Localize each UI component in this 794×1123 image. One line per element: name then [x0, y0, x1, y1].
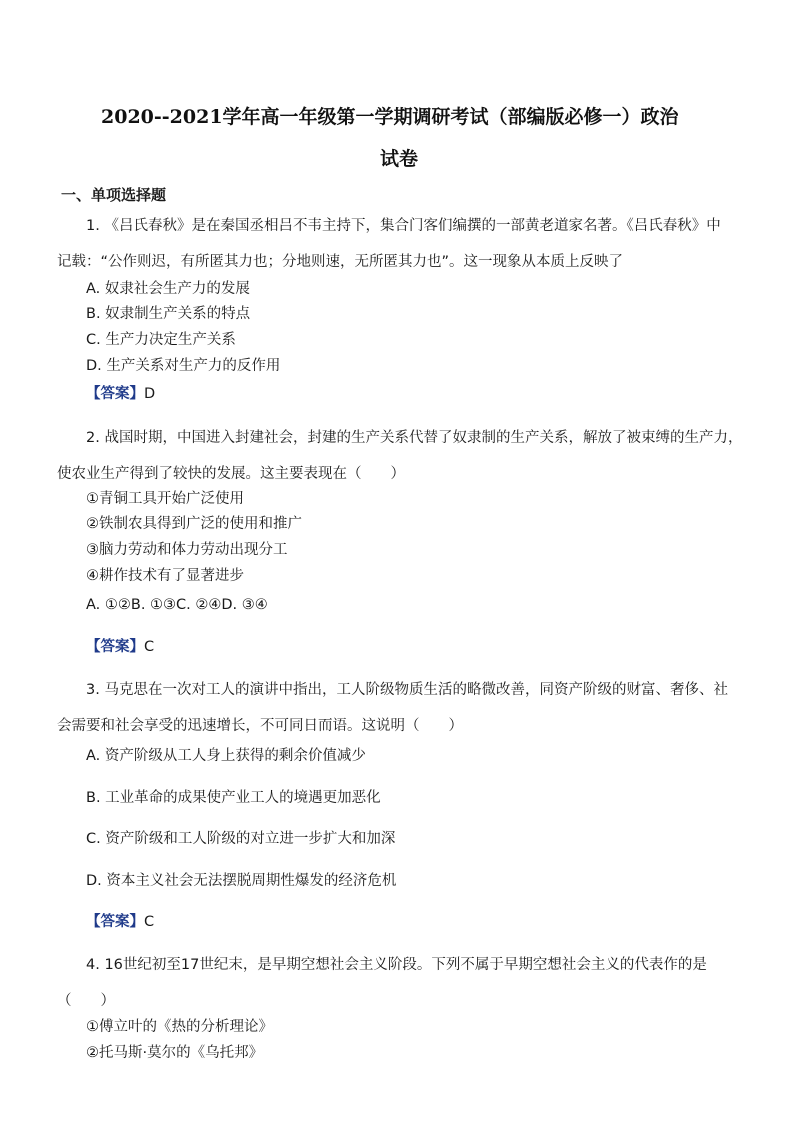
q2-item-1: ①青铜工具开始广泛使用: [86, 491, 244, 507]
q2-answer: [86, 637, 154, 657]
q3-option-c: C. 资产阶级和工人阶级的对立进一步扩大和加深: [86, 831, 396, 847]
answer-tag: 【答案】: [86, 914, 144, 930]
q1-stem-line2: 记载：“公作则迟，有所匿其力也；分地则速，无所匿其力也”。这一现象从本质上反映了: [57, 254, 624, 270]
answer-tag: 【答案】: [86, 639, 144, 655]
q2-answer-value: C: [144, 639, 155, 655]
q3-stem-line2: 会需要和社会享受的迅速增长，不可同日而语。这说明（ ）: [57, 718, 463, 734]
section-heading: 一、单项选择题: [61, 186, 167, 204]
q4-item-2: ②托马斯·莫尔的《乌托邦》: [86, 1045, 264, 1061]
q3-answer: [86, 912, 154, 932]
q1-option-b: B. 奴隶制生产关系的特点: [86, 306, 251, 322]
q3-option-d: D. 资本主义社会无法摆脱周期性爆发的经济危机: [86, 873, 397, 889]
q3-stem-line1: 3. 马克思在一次对工人的演讲中指出，工人阶级物质生活的略微改善，同资产阶级的财富、奢侈、社: [86, 682, 728, 698]
q3-answer-value: C: [144, 914, 155, 930]
q2-stem-line2: 使农业生产得到了较快的发展。这主要表现在（ ）: [57, 466, 405, 482]
q3-option-a: A. 资产阶级从工人身上获得的剩余价值减少: [86, 748, 366, 764]
q2-item-4: ④耕作技术有了显著进步: [86, 568, 244, 584]
q4-stem-line1: 4. 16世纪初至17世纪末，是早期空想社会主义阶段。下列不属于早期空想社会主义的代表作的是: [86, 957, 707, 973]
q2-item-2: ②铁制农具得到广泛的使用和推广: [86, 516, 302, 532]
answer-tag: 【答案】: [86, 386, 144, 402]
page-title-line2: 试卷: [380, 148, 419, 170]
q3-option-b: B. 工业革命的成果使产业工人的境遇更加恶化: [86, 790, 381, 806]
q1-option-c: C. 生产力决定生产关系: [86, 332, 236, 348]
q4-item-1: ①傅立叶的《热的分析理论》: [86, 1019, 273, 1035]
q2-item-3: ③脑力劳动和体力劳动出现分工: [86, 542, 288, 558]
q2-options: A. ①②B. ①③C. ②④D. ③④: [86, 597, 268, 613]
q2-stem-line1: 2. 战国时期，中国进入封建社会，封建的生产关系代替了奴隶制的生产关系，解放了被束缚的生产力，: [86, 430, 743, 446]
q1-answer: [86, 384, 155, 404]
q1-stem-line1: 1. 《吕氏春秋》是在秦国丞相吕不韦主持下，集合门客们编撰的一部黄老道家名著。《吕氏春秋》中: [86, 218, 721, 234]
page-title-line1: 2020--2021学年高一年级第一学期调研考试（部编版必修一）政治: [101, 106, 679, 128]
q1-option-d: D. 生产关系对生产力的反作用: [86, 358, 281, 374]
q1-answer-value: D: [144, 386, 156, 402]
q4-stem-line2: （ ）: [57, 993, 115, 1009]
q1-option-a: A. 奴隶社会生产力的发展: [86, 281, 250, 297]
